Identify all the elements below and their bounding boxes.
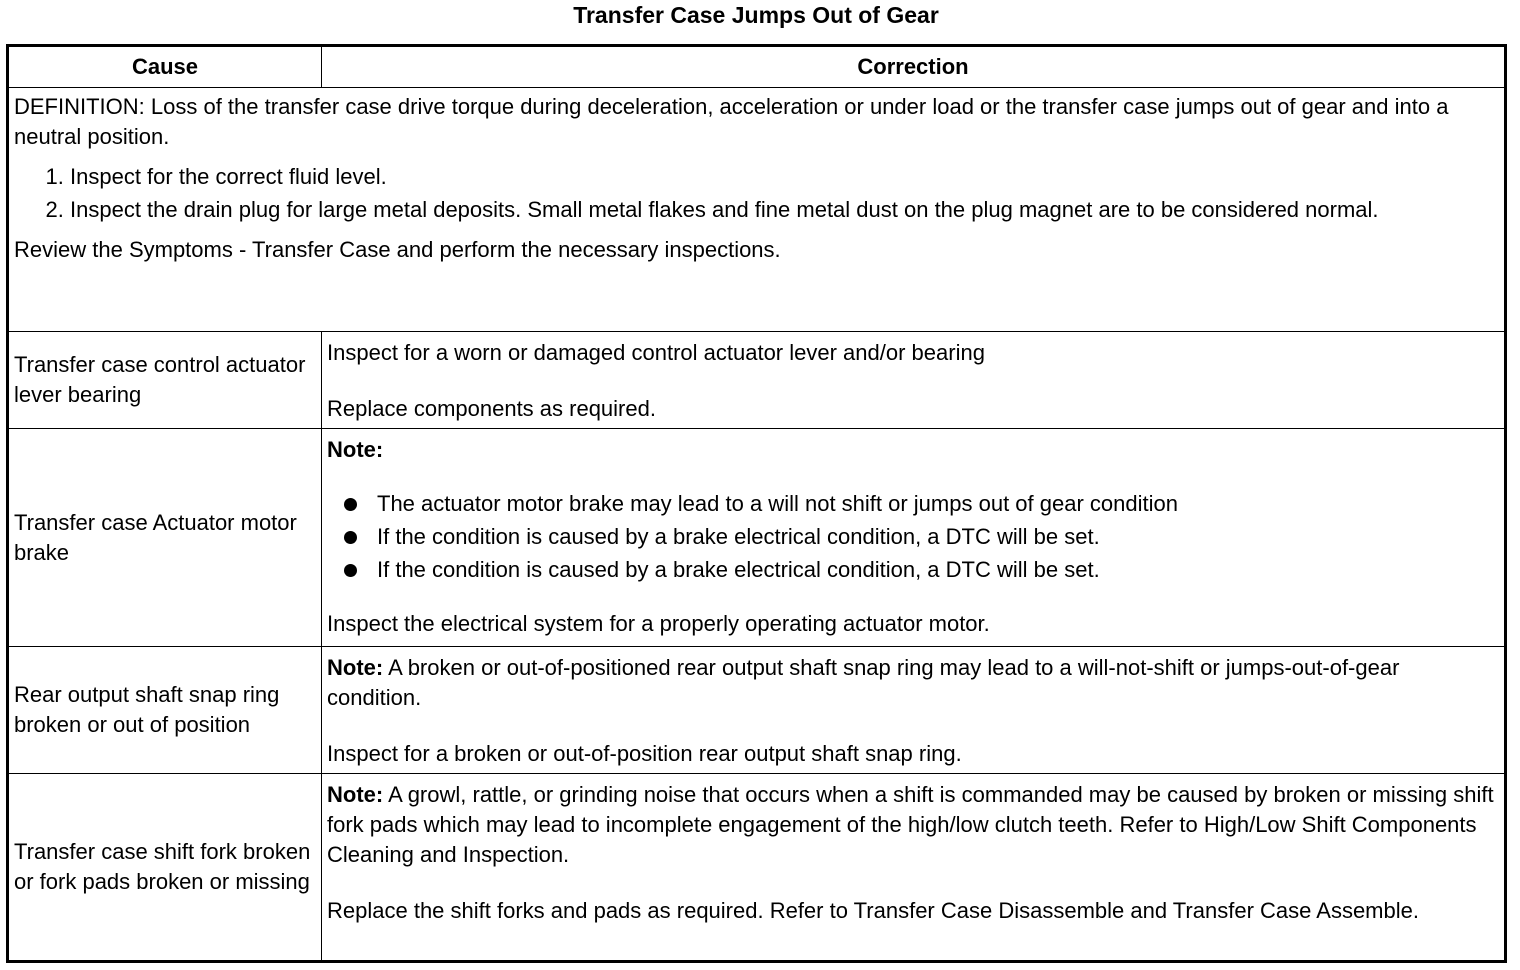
note-label: Note: [327, 782, 384, 807]
table-row [8, 332, 1506, 429]
action-text: Replace the shift forks and pads as required. Refer to Transfer Case Disassemble and Transfer Case Assemble. [327, 898, 1419, 923]
bullet-icon [344, 531, 357, 544]
table-row [8, 429, 1506, 647]
definition-cell [8, 88, 1506, 332]
note-label: Note: [327, 655, 384, 680]
definition-row [8, 88, 1506, 332]
note-bullets [327, 489, 1499, 585]
note-bullet: The actuator motor brake may lead to a will not shift or jumps out of gear condition [327, 489, 1499, 519]
correction-cell [322, 647, 1506, 774]
table-row [8, 774, 1506, 962]
note-label: Note: [327, 437, 384, 462]
note-paragraph [327, 780, 1499, 870]
table-row [8, 647, 1506, 774]
definition-text: DEFINITION: Loss of the transfer case drive torque during deceleration, acceleration or under load or the transfer case jumps out of gear and into a neutral position. [14, 94, 1449, 149]
page-title: Transfer Case Jumps Out of Gear [573, 2, 939, 28]
note-text: A growl, rattle, or grinding noise that occurs when a shift is commanded may be caused by broken or missing shift fork pads which may lead to incomplete engagement of the high/low clutch teeth. Refer to High/Low Shift Components Cleaning and Inspection. [327, 782, 1494, 867]
inspection-step: 1. Inspect for the correct fluid level. [70, 162, 1499, 192]
bullet-icon [344, 564, 357, 577]
cause-cell: Transfer case control actuator lever bearing [8, 332, 322, 429]
note-text: A broken or out-of-positioned rear output shaft snap ring may lead to a will-not-shift or jumps-out-of-gear condition. [327, 655, 1400, 710]
bullet-icon [344, 498, 357, 511]
note-bullet: If the condition is caused by a brake electrical condition, a DTC will be set. [327, 555, 1499, 585]
diagnostic-table [6, 44, 1507, 963]
correction-line: Inspect for a worn or damaged control actuator lever and/or bearing [327, 340, 985, 365]
correction-cell [322, 332, 1506, 429]
inspection-steps [14, 162, 1499, 225]
action-text: Inspect for a broken or out-of-position rear output shaft snap ring. [327, 741, 962, 766]
inspection-step: 2. Inspect the drain plug for large metal deposits. Small metal flakes and fine metal dust on the plug magnet are to be considered normal. [70, 195, 1499, 225]
cause-cell: Transfer case Actuator motor brake [8, 429, 322, 647]
cause-header: Cause [8, 46, 322, 88]
correction-cell [322, 774, 1506, 962]
note-bullet: If the condition is caused by a brake electrical condition, a DTC will be set. [327, 522, 1499, 552]
correction-cell [322, 429, 1506, 647]
correction-line: Replace components as required. [327, 396, 656, 421]
note-paragraph [327, 653, 1499, 713]
action-text: Inspect the electrical system for a properly operating actuator motor. [327, 611, 990, 636]
correction-header: Correction [322, 46, 1506, 88]
cause-cell: Rear output shaft snap ring broken or out of position [8, 647, 322, 774]
table-header-row [8, 46, 1506, 88]
cause-cell: Transfer case shift fork broken or fork pads broken or missing [8, 774, 322, 962]
review-text: Review the Symptoms - Transfer Case and perform the necessary inspections. [14, 237, 781, 262]
